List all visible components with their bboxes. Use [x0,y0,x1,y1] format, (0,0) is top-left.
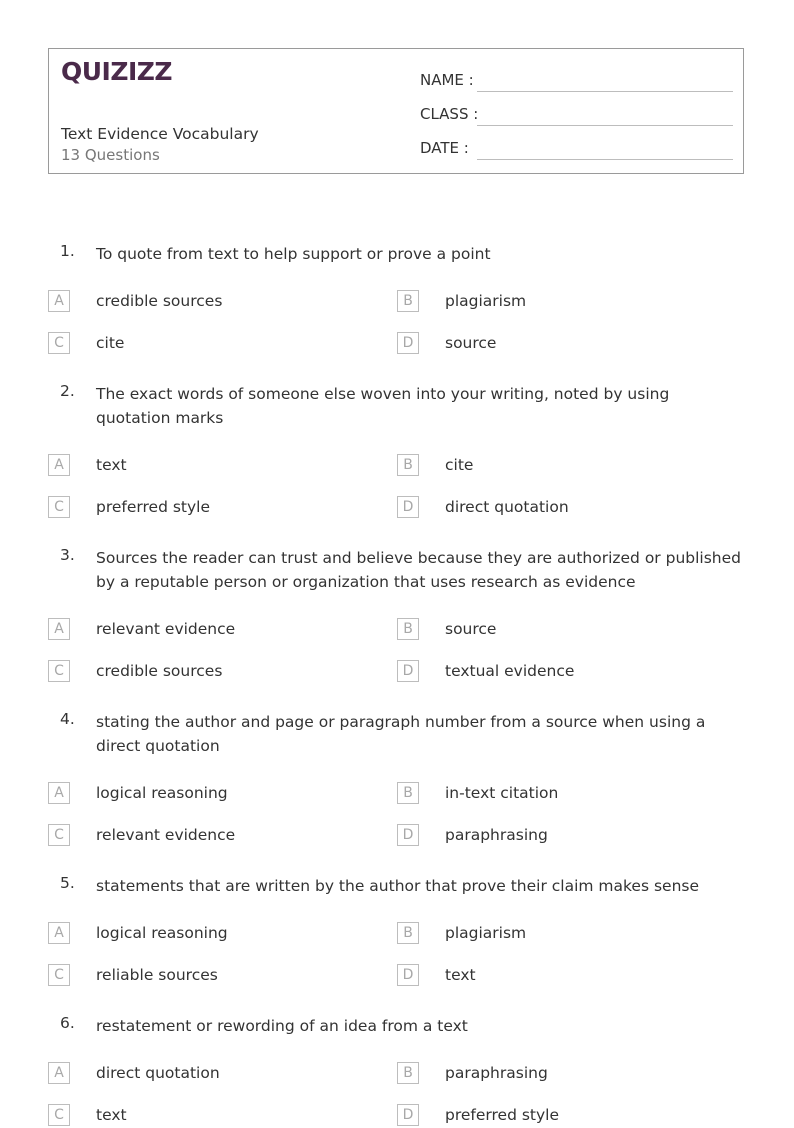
option-text: cite [445,456,474,474]
option-letter-box: B [397,290,419,312]
option-letter-box: C [48,332,70,354]
worksheet-header [48,48,744,174]
class-field-row [420,101,733,125]
class-label: CLASS : [420,105,479,123]
question-number: 1. [60,242,75,260]
option-text: reliable sources [96,966,218,984]
option-letter-box: C [48,964,70,986]
option-letter-box: C [48,496,70,518]
option-letter-box: A [48,922,70,944]
option-letter-box: B [397,454,419,476]
option-letter-box: D [397,824,419,846]
option-letter-box: D [397,964,419,986]
option-text: cite [96,334,125,352]
date-field-line[interactable] [477,159,733,160]
option-text: preferred style [96,498,211,516]
option-text: in-text citation [445,784,559,802]
date-field-row [420,135,733,159]
question-number: 4. [60,710,75,728]
question-number: 6. [60,1014,75,1032]
option-text: relevant evidence [96,826,236,844]
name-label: NAME : [420,71,474,89]
option-letter-box: A [48,454,70,476]
option-letter-box: B [397,1062,419,1084]
option-letter-box: B [397,922,419,944]
question-text: statements that are written by the author that prove their claim makes sense [96,877,700,895]
option-text: direct quotation [445,498,569,516]
option-letter-box: D [397,660,419,682]
option-text: textual evidence [445,662,575,680]
option-letter-box: C [48,824,70,846]
option-text: plagiarism [445,924,527,942]
option-text: preferred style [445,1106,560,1124]
question-number: 3. [60,546,75,564]
name-field-line[interactable] [477,91,733,92]
option-text: paraphrasing [445,1064,548,1082]
option-text: credible sources [96,292,223,310]
worksheet-title: Text Evidence Vocabulary [61,125,259,143]
class-field-line[interactable] [477,125,733,126]
question-count: 13 Questions [61,146,160,164]
question-number: 2. [60,382,75,400]
option-text: logical reasoning [96,924,228,942]
option-text: source [445,620,497,638]
option-text: direct quotation [96,1064,220,1082]
option-text: credible sources [96,662,223,680]
question-text: Sources the reader can trust and believe because they are authorized or published by a reputable person or organization that uses research as evidence [96,549,741,591]
option-text: paraphrasing [445,826,548,844]
option-letter-box: A [48,618,70,640]
option-text: text [96,1106,127,1124]
option-letter-box: D [397,332,419,354]
option-letter-box: B [397,618,419,640]
question-text: The exact words of someone else woven into your writing, noted by using quotation marks [96,385,670,427]
option-letter-box: C [48,660,70,682]
option-text: plagiarism [445,292,527,310]
question-text: stating the author and page or paragraph number from a source when using a direct quotation [96,713,706,755]
date-label: DATE : [420,139,469,157]
option-letter-box: A [48,1062,70,1084]
name-field-row [420,67,733,91]
option-text: text [96,456,127,474]
option-text: relevant evidence [96,620,236,638]
option-letter-box: D [397,496,419,518]
quizizz-logo: QUIZIZZ [61,57,173,86]
option-text: source [445,334,497,352]
option-letter-box: B [397,782,419,804]
question-number: 5. [60,874,75,892]
option-letter-box: A [48,782,70,804]
option-letter-box: A [48,290,70,312]
option-text: logical reasoning [96,784,228,802]
option-text: text [445,966,476,984]
option-letter-box: D [397,1104,419,1126]
option-letter-box: C [48,1104,70,1126]
question-text: To quote from text to help support or prove a point [96,245,491,263]
question-text: restatement or rewording of an idea from a text [96,1017,468,1035]
